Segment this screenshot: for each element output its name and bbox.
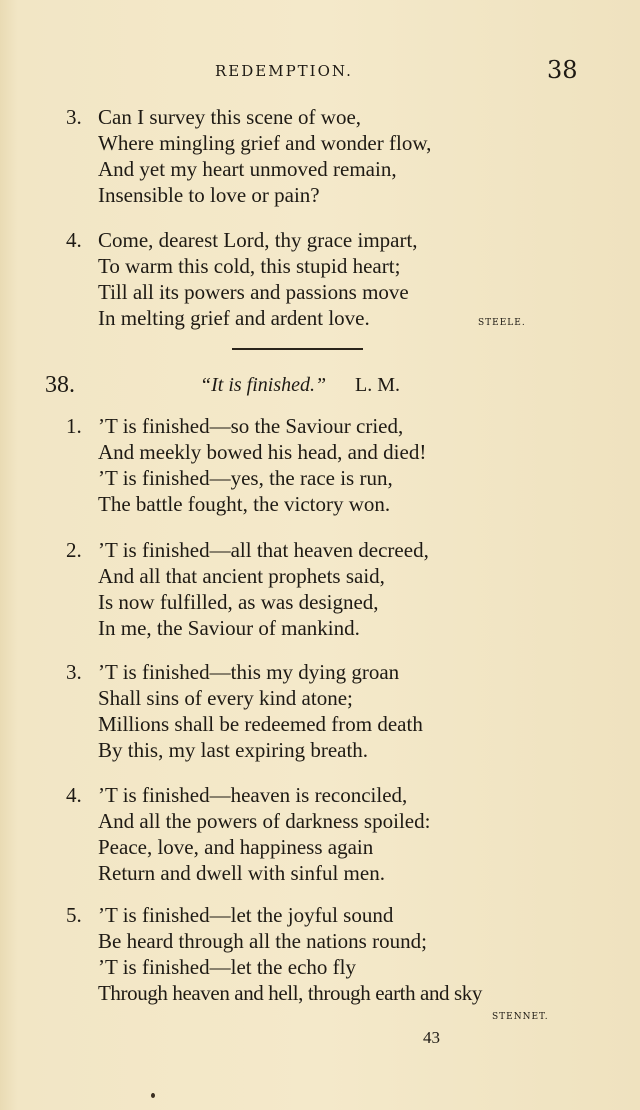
verse-line: To warm this cold, this stupid heart; [98, 254, 401, 278]
author-attribution: STENNET. [492, 1012, 549, 1022]
hymn-meter: L. M. [355, 374, 400, 396]
section-divider [232, 348, 363, 350]
stanza-number: 5. [66, 903, 82, 927]
verse-line: Millions shall be redeemed from death [98, 712, 423, 736]
verse-line: And meekly bowed his head, and died! [98, 440, 427, 464]
verse-line: And all the powers of darkness spoiled: [98, 809, 431, 833]
verse-line: Through heaven and hell, through earth and sky [98, 981, 482, 1005]
hymn-title: “It is finished.” [200, 374, 327, 396]
verse-line: Is now fulfilled, as was designed, [98, 590, 379, 614]
verse-line: Insensible to love or pain? [98, 183, 320, 207]
ink-speck [151, 1093, 155, 1098]
verse-line: Shall sins of every kind atone; [98, 686, 353, 710]
verse-line: ’T is finished—all that heaven decreed, [98, 538, 429, 562]
verse-line: Where mingling grief and wonder flow, [98, 131, 432, 155]
stanza-number: 1. [66, 414, 82, 438]
verse-line: By this, my last expiring breath. [98, 738, 369, 762]
signature-mark: 43 [423, 1028, 440, 1047]
verse-line: Come, dearest Lord, thy grace impart, [98, 228, 418, 252]
verse-line: The battle fought, the victory won. [98, 492, 391, 516]
verse-line: Return and dwell with sinful men. [98, 861, 385, 885]
verse-line: Can I survey this scene of woe, [98, 105, 362, 129]
author-attribution: STEELE. [478, 318, 526, 328]
verse-line: Till all its powers and passions move [98, 280, 409, 304]
stanza-number: 3. [66, 105, 82, 129]
verse-line: And yet my heart unmoved remain, [98, 157, 397, 181]
verse-line: In melting grief and ardent love. [98, 306, 370, 330]
verse-line: ’T is finished—heaven is reconciled, [98, 783, 408, 807]
hymn-number: 38. [45, 372, 75, 398]
verse-line: And all that ancient prophets said, [98, 564, 385, 588]
page-number: 38 [547, 56, 578, 84]
verse-line: ’T is finished—this my dying groan [98, 660, 400, 684]
verse-line: Peace, love, and happiness again [98, 835, 374, 859]
stanza-number: 2. [66, 538, 82, 562]
stanza-number: 3. [66, 660, 82, 684]
verse-line: ’T is finished—let the echo fly [98, 955, 356, 979]
verse-line: In me, the Saviour of mankind. [98, 616, 360, 640]
verse-line: ’T is finished—so the Saviour cried, [98, 414, 404, 438]
verse-line: ’T is finished—yes, the race is run, [98, 466, 393, 490]
verse-line: Be heard through all the nations round; [98, 929, 427, 953]
verse-line: ’T is finished—let the joyful sound [98, 903, 394, 927]
stanza-number: 4. [66, 783, 82, 807]
stanza-number: 4. [66, 228, 82, 252]
running-header: REDEMPTION. [215, 62, 353, 80]
